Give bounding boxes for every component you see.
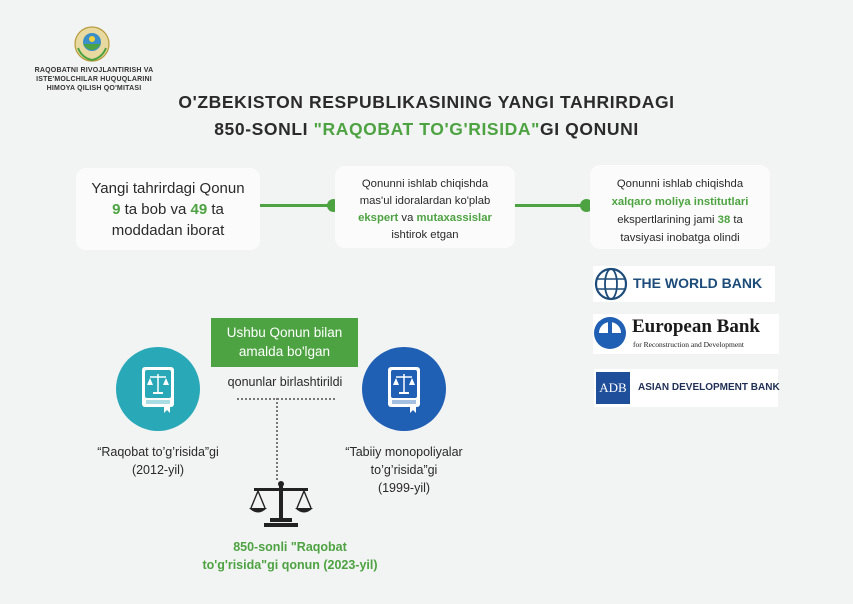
organization-name: RAQOBATNI RIVOJLANTIRISH VA ISTE'MOLCHILAR HUQUQLARINI HIMOYA QILISH QO'MITASI [34, 67, 154, 92]
law-2012-icon [116, 347, 200, 431]
page-title-line1: O'ZBEKISTON RESPUBLIKASINING YANGI TAHRIRDAGI [178, 92, 675, 112]
merger-box: Ushbu Qonun bilan amalda bo'lgan [211, 318, 358, 367]
fact-card-experts: Qonunni ishlab chiqishda mas'ul idoralardan ko'plab ekspert va mutaxassislar ishtirok etgan [335, 166, 515, 248]
adb-name: ASIAN DEVELOPMENT BANK [638, 382, 780, 393]
merger-caption: qonunlar birlashtirildi [227, 375, 343, 389]
resulting-law-label: 850-sonli "Raqobat to'g'risida"gi qonun (2023-yil) [202, 540, 378, 572]
law-1999-label: “Tabiiy monopoliyalar to’g’risida”gi (1999-yil) [345, 445, 463, 495]
ebrd-emblem-icon [593, 316, 627, 350]
ebrd-name: European Bank [632, 316, 760, 337]
adb-logo [594, 369, 778, 407]
law-2012-label: “Raqobat to’g’risida”gi (2012-yil) [97, 445, 219, 477]
page-title-line2: 850-SONLI "RAQOBAT TO'G'RISIDA"GI QONUNI [214, 119, 639, 139]
state-emblem-icon [74, 26, 110, 62]
world-bank-logo [593, 266, 775, 302]
globe-icon [594, 267, 628, 301]
world-bank-name: THE WORLD BANK [633, 275, 763, 291]
fact-card-recommendations: Qonunni ishlab chiqishda xalqaro moliya institutlari ekspertlarining jami 38 ta tavsiyasi inobatga olindi [590, 165, 770, 249]
ebrd-logo [593, 314, 779, 354]
dotted-connector [276, 398, 278, 480]
ebrd-subtitle: for Reconstruction and Development [633, 340, 745, 349]
law-1999-icon [362, 347, 446, 431]
adb-mark: ADB [596, 372, 630, 404]
dotted-divider [237, 398, 335, 400]
fact-card-structure: Yangi tahrirdagi Qonun 9 ta bob va 49 ta moddadan iborat [76, 168, 260, 250]
scales-of-justice-icon [248, 480, 314, 528]
